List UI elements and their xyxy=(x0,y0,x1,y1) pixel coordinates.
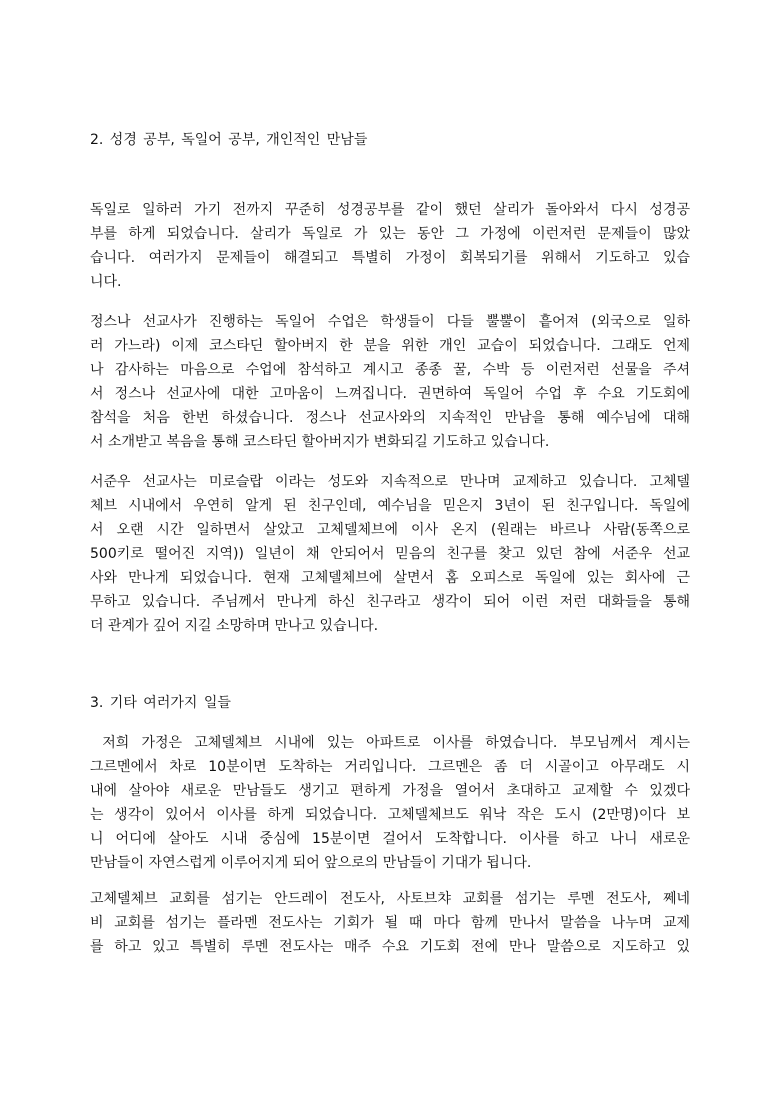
paragraph-german-class xyxy=(90,310,690,454)
text-line: 500키로 떨어진 지역)) 일년이 채 안되어서 믿음의 친구를 찾고 있던 참에 서준우 선교 xyxy=(90,546,690,562)
text-line: 서 소개받고 복음을 통해 코스타딘 할아버지가 변화되길 기도하고 있습니다. xyxy=(90,434,550,450)
section-heading-bible-study: 2. 성경 공부, 독일어 공부, 개인적인 만남들 xyxy=(90,132,368,148)
paragraph-miroslav-meeting xyxy=(90,470,690,638)
text-line: 참석을 처음 한번 하셨습니다. 정스나 선교사와의 지속적인 만남을 통해 예수님에 대해 xyxy=(90,410,690,426)
text-line: 무하고 있습니다. 주님께서 만나게 하신 친구라고 생각이 되어 이런 저런 대화들을 통해 xyxy=(90,594,690,610)
text-line: 부를 하게 되었습니다. 살리가 독일로 가 있는 동안 그 가정에 이런저런 문제들이 많았 xyxy=(90,226,690,242)
text-line: 서준우 선교사는 미로슬랍 이라는 성도와 지속적으로 만나며 교제하고 있습니다. 고체델 xyxy=(90,474,690,490)
text-line: 사와 만나게 되었습니다. 현재 고체델체브에 살면서 홈 오피스로 독일에 있는 회사에 근 xyxy=(90,570,690,586)
text-line: 정스나 선교사가 진행하는 독일어 수업은 학생들이 다들 뿔뿔이 흩어져 (외국으로 일하 xyxy=(90,314,690,330)
text-line: 서 정스나 선교사에 대한 고마움이 느껴집니다. 권면하여 독일어 수업 후 수요 기도회에 xyxy=(90,386,690,402)
paragraph-moving-apartment xyxy=(90,731,690,875)
text-line: 만남들이 자연스럽게 이루어지게 되어 앞으로의 만남들이 기대가 됩니다. xyxy=(90,855,532,871)
text-line: 니다. xyxy=(90,274,122,290)
text-line: 서 오랜 시간 일하면서 살았고 고체델체브에 이사 온지 (원래는 바르나 사람(동쪽으로 xyxy=(90,522,690,538)
text-line: 비 교회를 섬기는 플라멘 전도사는 기회가 될 때 마다 함께 만나서 말씀을 나누며 교제 xyxy=(90,915,690,931)
text-line: 는 생각이 있어서 이사를 하게 되었습니다. 고체델체브도 워낙 작은 도시 (2만명)이다 보 xyxy=(90,807,690,823)
text-line: 더 관계가 깊어 지길 소망하며 만나고 있습니다. xyxy=(90,618,379,634)
section-heading-other-matters: 3. 기타 여러가지 일들 xyxy=(90,695,231,711)
text-line: 를 하고 있고 특별히 루멘 전도사는 매주 수요 기도회 전에 만나 말씀으로 지도하고 있 xyxy=(90,939,690,955)
text-line: 저희 가정은 고체델체브 시내에 있는 아파트로 이사를 하였습니다. 부모님께서 계시는 xyxy=(90,735,690,751)
paragraph-evangelists-fellowship xyxy=(90,887,690,959)
text-line: 고체델체브 교회를 섬기는 안드레이 전도사, 사토브챠 교회를 섬기는 루멘 전도사, 쩨네 xyxy=(90,891,690,907)
text-line: 내에 살아야 새로운 만남들도 생기고 편하게 가정을 열어서 초대하고 교제할 수 있겠다 xyxy=(90,783,690,799)
text-line: 그르멘에서 차로 10분이면 도착하는 거리입니다. 그르멘은 좀 더 시골이고 아무래도 시 xyxy=(90,759,690,775)
text-line: 나 감사하는 마음으로 수업에 참석하고 계시고 종종 꿀, 수박 등 이런저런 선물을 주셔 xyxy=(90,362,690,378)
paragraph-sali-bible-study xyxy=(90,198,690,294)
text-line: 니 어디에 살아도 시내 중심에 15분이면 걸어서 도착합니다. 이사를 하고 나니 새로운 xyxy=(90,831,690,847)
text-line: 러 가느라) 이제 코스타딘 할아버지 한 분을 위한 개인 교습이 되었습니다. 그래도 언제 xyxy=(90,338,690,354)
text-line: 습니다. 여러가지 문제들이 해결되고 특별히 가정이 회복되기를 위해서 기도하고 있습 xyxy=(90,250,690,266)
text-line: 체브 시내에서 우연히 알게 된 친구인데, 예수님을 믿은지 3년이 된 친구입니다. 독일에 xyxy=(90,498,690,514)
text-line: 독일로 일하러 가기 전까지 꾸준히 성경공부를 같이 했던 살리가 돌아와서 다시 성경공 xyxy=(90,202,690,218)
